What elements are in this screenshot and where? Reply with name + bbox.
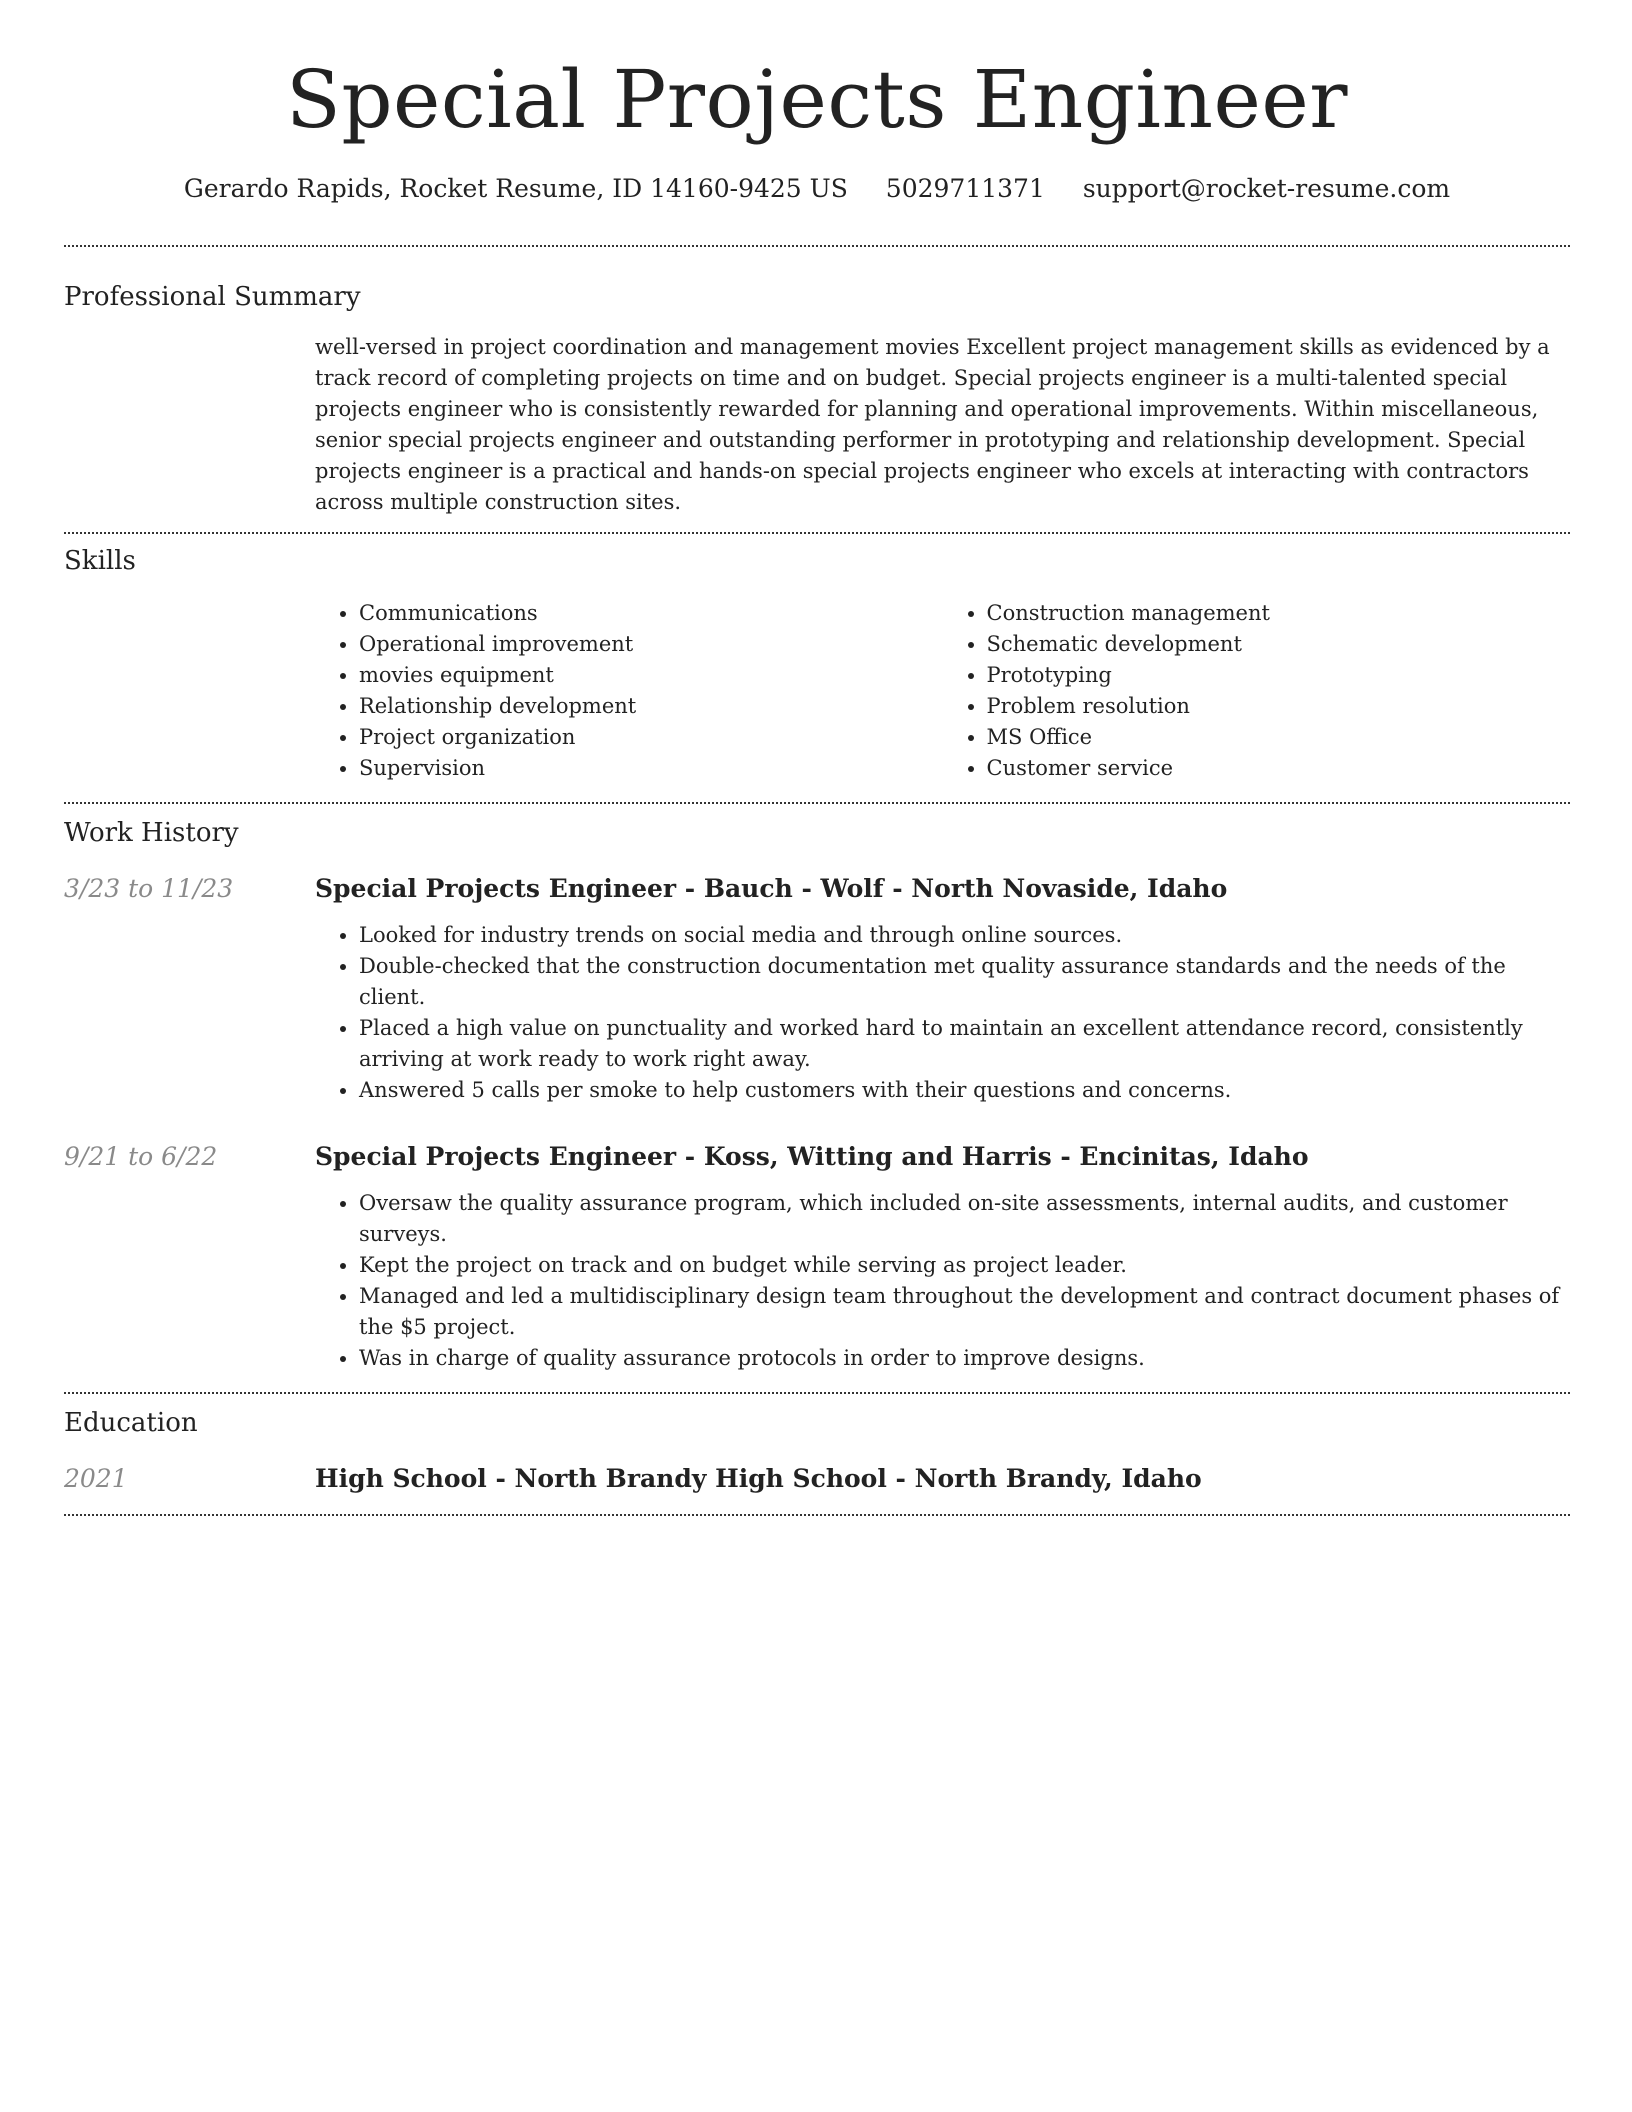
job-entry bbox=[64, 872, 1570, 1106]
job-bullet: • Oversaw the quality assurance program, which included on-site assessments, internal audits, and customer surveys. bbox=[359, 1188, 1570, 1250]
skills-column-left bbox=[315, 598, 943, 784]
job-title: Special Projects Engineer - Koss, Witting and Harris - Encinitas, Idaho bbox=[315, 1142, 1309, 1171]
resume-page bbox=[64, 0, 1570, 1516]
job-bullets bbox=[315, 1188, 1570, 1374]
job-bullets bbox=[315, 920, 1570, 1106]
skill-item: • Operational improvement bbox=[359, 629, 943, 660]
job-bullet: • Placed a high value on punctuality and worked hard to maintain an excellent attendance record, consistently arriving at work ready to work right away. bbox=[359, 1013, 1570, 1075]
job-dates: 3/23 to 11/23 bbox=[64, 874, 234, 903]
address: Gerardo Rapids, Rocket Resume, ID 14160-9425 US bbox=[183, 174, 848, 203]
job-bullet: • Answered 5 calls per smoke to help customers with their questions and concerns. bbox=[359, 1075, 1570, 1106]
job-bullet: • Double-checked that the construction documentation met quality assurance standards and the needs of the client. bbox=[359, 951, 1570, 1013]
education-title: High School - North Brandy High School - North Brandy, Idaho bbox=[315, 1464, 1202, 1493]
work-history-section bbox=[64, 816, 1570, 1374]
contact-line bbox=[64, 172, 1570, 206]
summary-section bbox=[64, 280, 1570, 518]
candidate-name: Special Projects Engineer bbox=[286, 53, 1348, 146]
skill-item: • Relationship development bbox=[359, 691, 943, 722]
education-section bbox=[64, 1406, 1570, 1496]
section-title-skills: Skills bbox=[64, 546, 136, 576]
skill-item: • Project organization bbox=[359, 722, 943, 753]
skill-item: • Communications bbox=[359, 598, 943, 629]
job-bullet: • Kept the project on track and on budget while serving as project leader. bbox=[359, 1250, 1570, 1281]
divider bbox=[64, 532, 1570, 534]
skill-item: • MS Office bbox=[987, 722, 1571, 753]
section-title-summary: Professional Summary bbox=[64, 282, 361, 312]
divider bbox=[64, 245, 1570, 247]
job-title: Special Projects Engineer - Bauch - Wolf - North Novaside, Idaho bbox=[315, 874, 1228, 903]
skill-item: • Prototyping bbox=[987, 660, 1571, 691]
skill-item: • Schematic development bbox=[987, 629, 1571, 660]
section-title-education: Education bbox=[64, 1408, 198, 1438]
skill-item: • movies equipment bbox=[359, 660, 943, 691]
skill-item: • Supervision bbox=[359, 753, 943, 784]
education-year: 2021 bbox=[64, 1464, 128, 1493]
skills-section bbox=[64, 544, 1570, 784]
divider bbox=[64, 1514, 1570, 1516]
divider bbox=[64, 1392, 1570, 1394]
skill-item: • Customer service bbox=[987, 753, 1571, 784]
skill-item: • Problem resolution bbox=[987, 691, 1571, 722]
section-title-work-history: Work History bbox=[64, 818, 239, 848]
job-entry bbox=[64, 1140, 1570, 1374]
skill-item: • Construction management bbox=[987, 598, 1571, 629]
job-dates: 9/21 to 6/22 bbox=[64, 1142, 218, 1171]
divider bbox=[64, 802, 1570, 804]
job-bullet: • Managed and led a multidisciplinary design team throughout the development and contract document phases of the $5 project. bbox=[359, 1281, 1570, 1343]
skills-list bbox=[315, 598, 1570, 784]
phone: 5029711371 bbox=[885, 174, 1045, 203]
summary-text: well-versed in project coordination and management movies Excellent project management skills as evidenced by a track record of completing projects on time and on budget. Special projects engineer is a multi-talented special projects engineer who is consistently rewarded for planning and operational improvements. Within miscellaneous, senior special projects engineer and outstanding performer in prototyping and relationship development. Special projects engineer is a practical and hands-on special projects engineer who excels at interacting with contractors across multiple construction sites. bbox=[315, 335, 1550, 514]
skills-column-right bbox=[943, 598, 1571, 784]
job-bullet: • Looked for industry trends on social media and through online sources. bbox=[359, 920, 1570, 951]
education-entry bbox=[64, 1462, 1570, 1496]
job-bullet: • Was in charge of quality assurance protocols in order to improve designs. bbox=[359, 1343, 1570, 1374]
email: support@rocket-resume.com bbox=[1082, 174, 1451, 203]
resume-header bbox=[64, 0, 1570, 206]
